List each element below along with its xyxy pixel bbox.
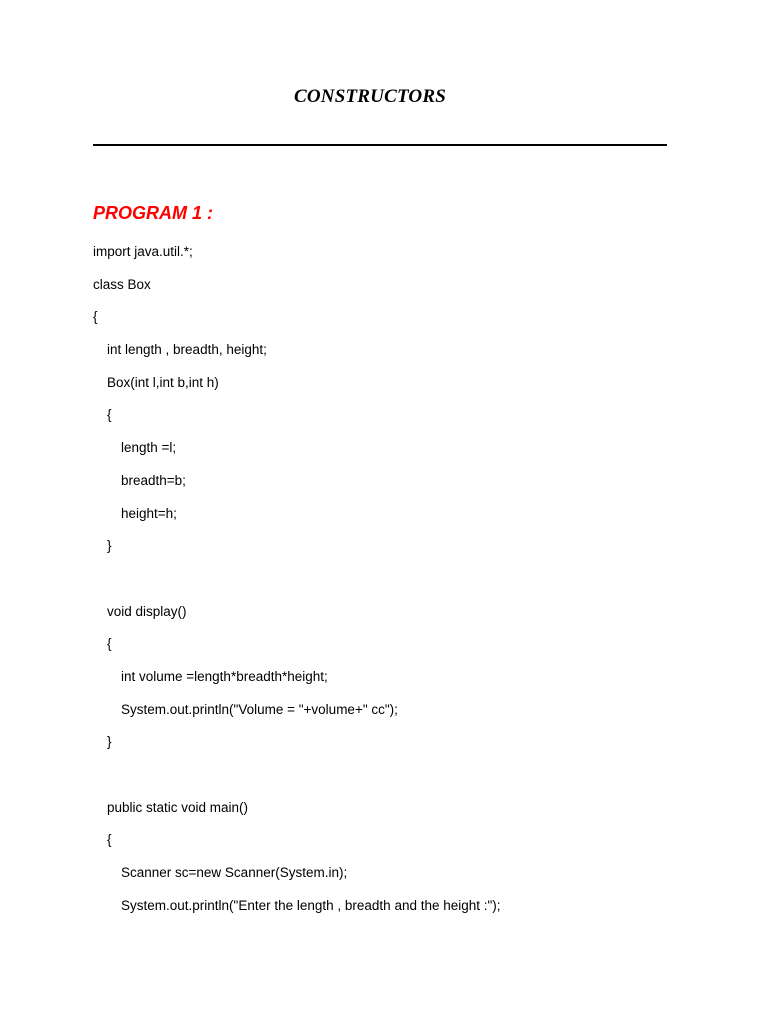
code-line: Box(int l,int b,int h) bbox=[107, 374, 219, 390]
code-line: import java.util.*; bbox=[93, 244, 193, 259]
code-line: height=h; bbox=[121, 505, 177, 521]
code-line: int length , breadth, height; bbox=[107, 342, 267, 358]
code-line: breadth=b; bbox=[121, 472, 186, 488]
program-heading: PROGRAM 1 : bbox=[93, 203, 214, 223]
code-line: length =l; bbox=[121, 440, 177, 456]
code-line: } bbox=[107, 734, 112, 750]
code-line: { bbox=[93, 309, 98, 325]
blank-code-line bbox=[93, 766, 501, 799]
code-line: { bbox=[107, 636, 112, 652]
code-line: Scanner sc=new Scanner(System.in); bbox=[121, 865, 348, 881]
document-title: CONSTRUCTORS bbox=[294, 86, 446, 107]
code-line: void display() bbox=[107, 603, 187, 619]
title-underline-rule bbox=[93, 144, 667, 146]
code-line: } bbox=[107, 538, 112, 554]
code-listing bbox=[93, 243, 501, 929]
blank-code-line bbox=[93, 570, 501, 603]
code-line: System.out.println("Volume = "+volume+" cc"); bbox=[121, 701, 398, 717]
code-line: int volume =length*breadth*height; bbox=[121, 668, 328, 684]
code-line: class Box bbox=[93, 276, 151, 292]
code-line: public static void main() bbox=[107, 799, 249, 815]
code-line: { bbox=[107, 832, 112, 848]
code-line: { bbox=[107, 407, 112, 423]
code-line: System.out.println("Enter the length , breadth and the height :"); bbox=[121, 897, 501, 913]
